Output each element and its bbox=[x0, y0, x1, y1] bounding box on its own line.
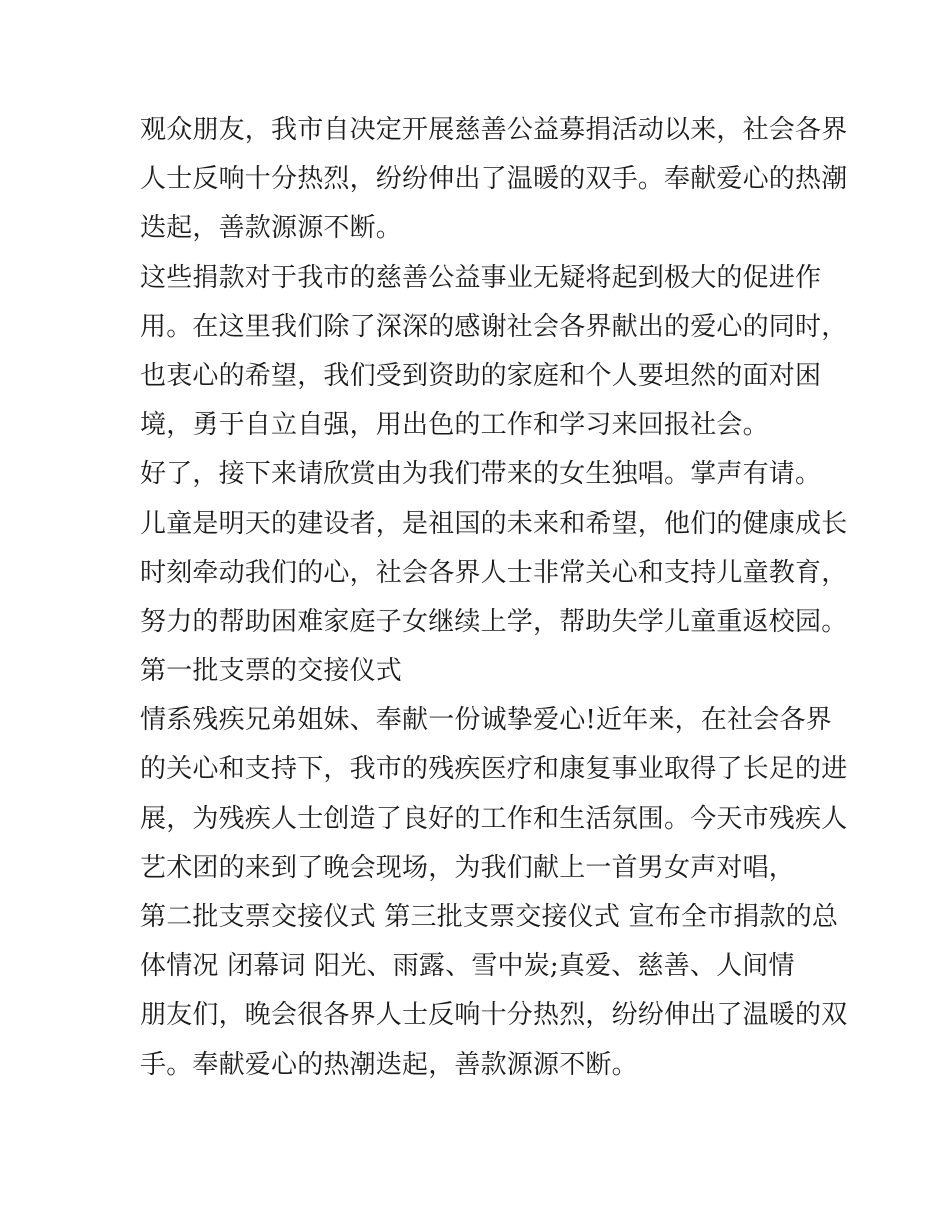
text-line: 努力的帮助困难家庭子女继续上学，帮助失学儿童重返校园。 bbox=[140, 606, 848, 637]
text-line: 艺术团的来到了晚会现场，为我们献上一首男女声对唱， bbox=[140, 852, 796, 883]
text-line: 儿童是明天的建设者，是祖国的未来和希望，他们的健康成长 bbox=[140, 508, 848, 539]
paragraph-donations bbox=[140, 258, 848, 455]
paragraph-first-cheque bbox=[140, 651, 820, 700]
text-line: 人士反响十分热烈，纷纷伸出了温暖的双手。奉献爱心的热潮 bbox=[140, 164, 848, 195]
text-line: 境，勇于自立自强，用出色的工作和学习来回报社会。 bbox=[140, 410, 769, 441]
text-line: 展，为残疾人士创造了良好的工作和生活氛围。今天市残疾人 bbox=[140, 803, 848, 834]
text-line: 情系残疾兄弟姐妹、奉献一份诚挚爱心!近年来，在社会各界 bbox=[140, 705, 832, 736]
text-line: 观众朋友，我市自决定开展慈善公益募捐活动以来，社会各界 bbox=[140, 115, 848, 145]
text-line: 体情况 闭幕词 阳光、雨露、雪中炭;真爱、慈善、人间情 bbox=[140, 951, 795, 982]
paragraph-cheques-closing bbox=[140, 897, 839, 995]
paragraph-solo-song bbox=[140, 454, 820, 503]
text-line: 用。在这里我们除了深深的感谢社会各界献出的爱心的同时， bbox=[140, 311, 848, 342]
paragraph-opening bbox=[140, 110, 848, 258]
text-line: 迭起，善款源源不断。 bbox=[140, 213, 403, 244]
paragraph-friends bbox=[140, 995, 848, 1093]
text-line: 第二批支票交接仪式 第三批支票交接仪式 宣布全市捐款的总 bbox=[140, 902, 839, 932]
paragraph-disabled bbox=[140, 700, 848, 897]
text-line: 时刻牵动我们的心，社会各界人士非常关心和支持儿童教育， bbox=[140, 557, 848, 588]
text-line: 第一批支票的交接仪式 bbox=[140, 656, 403, 687]
text-line: 手。奉献爱心的热潮迭起，善款源源不断。 bbox=[140, 1049, 638, 1080]
paragraph-children bbox=[140, 504, 848, 652]
document-page bbox=[140, 110, 848, 1094]
text-line: 好了，接下来请欣赏由为我们带来的女生独唱。掌声有请。 bbox=[140, 459, 822, 490]
text-line: 也衷心的希望，我们受到资助的家庭和个人要坦然的面对困 bbox=[140, 360, 822, 391]
text-line: 的关心和支持下，我市的残疾医疗和康复事业取得了长足的进 bbox=[140, 754, 848, 785]
text-line: 朋友们，晚会很各界人士反响十分热烈，纷纷伸出了温暖的双 bbox=[140, 1000, 848, 1031]
text-line: 这些捐款对于我市的慈善公益事业无疑将起到极大的促进作 bbox=[140, 262, 822, 293]
